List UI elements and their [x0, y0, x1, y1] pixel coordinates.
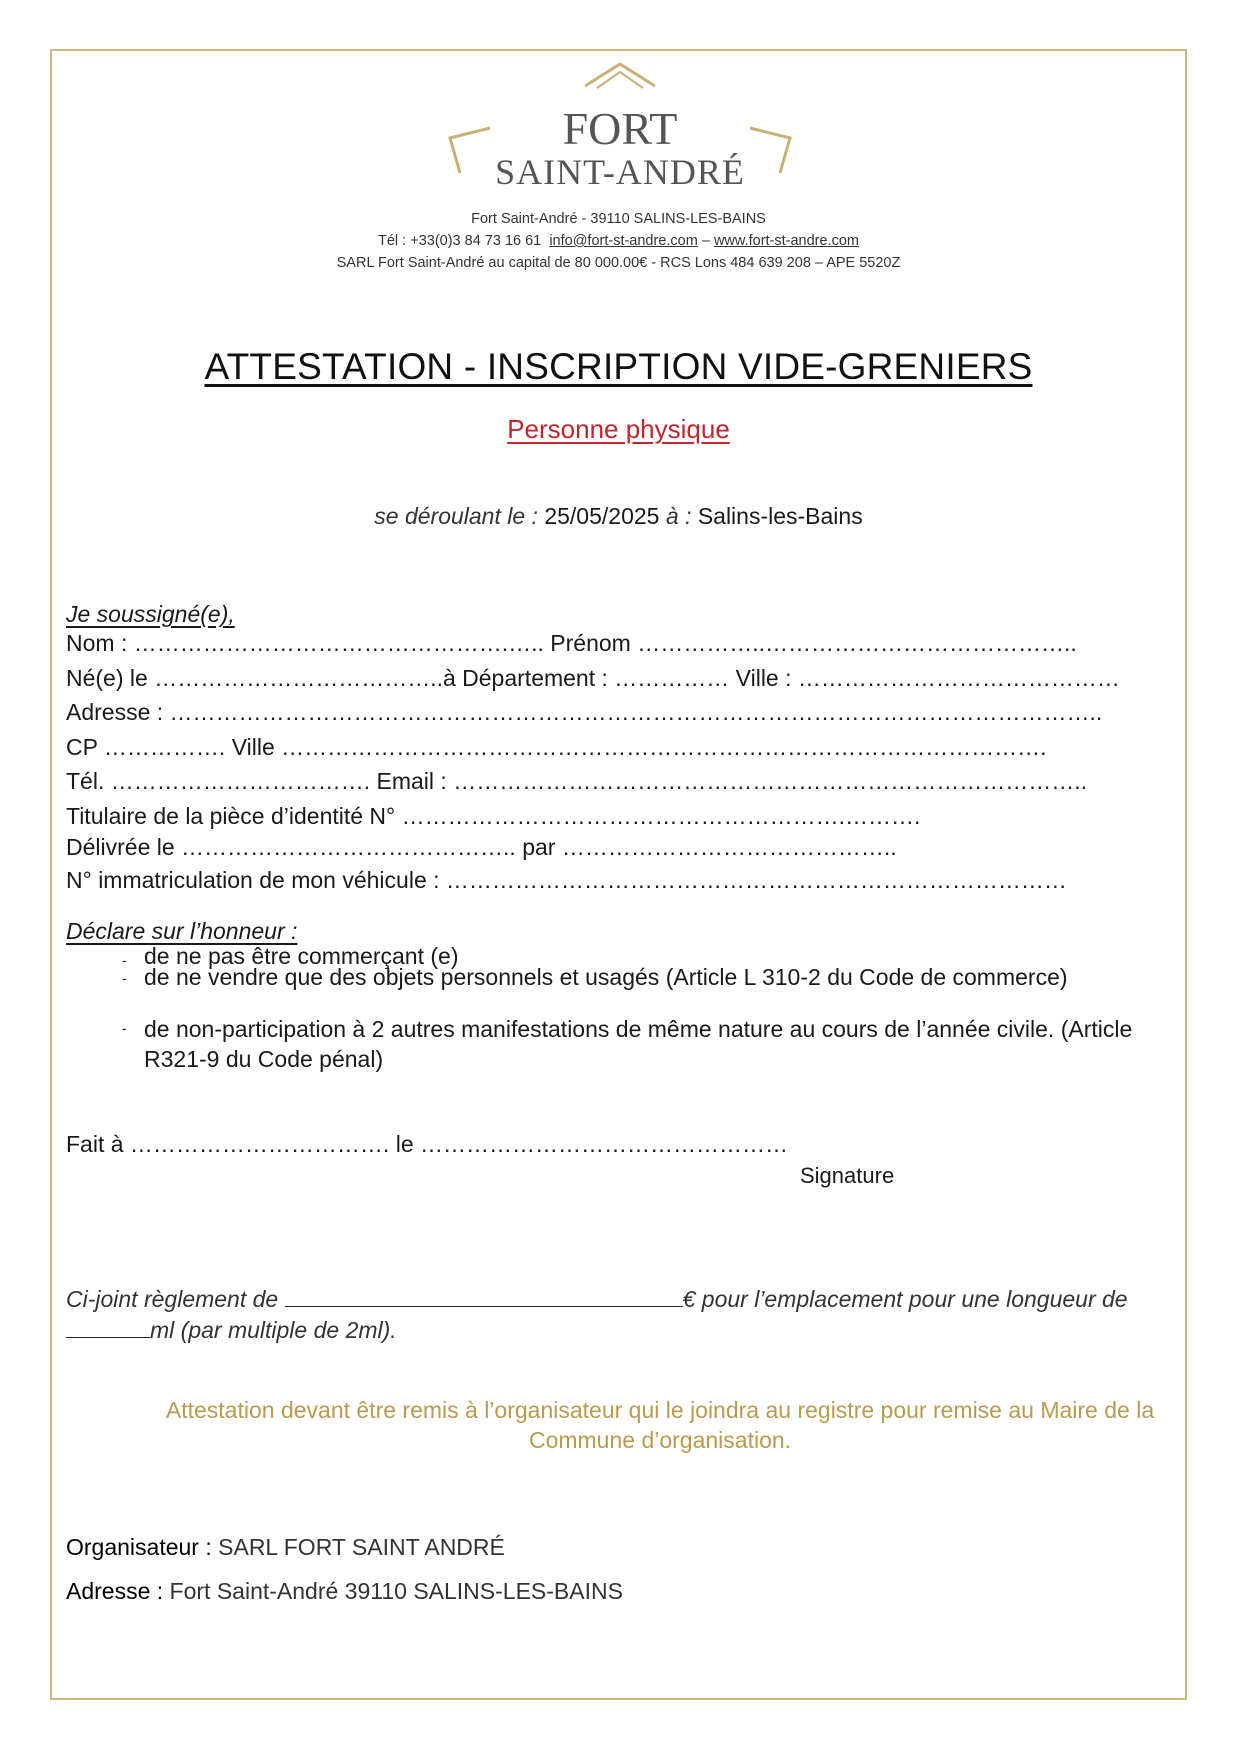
form-line-issued[interactable]: Délivrée le …………………………………….. par ……………………………………..	[66, 834, 897, 860]
header-contact	[50, 230, 1187, 252]
header-separator: –	[701, 233, 710, 249]
page-title: ATTESTATION - INSCRIPTION VIDE-GRENIERS	[204, 346, 1033, 387]
header-address: Fort Saint-André - 39110 SALINS-LES-BAINS	[471, 211, 766, 227]
event-prefix: se déroulant le :	[374, 503, 538, 529]
done-date-label: le	[395, 1131, 414, 1157]
done-date-field[interactable]: …………………………………………	[420, 1131, 788, 1157]
payment-text-3: ml (par multiple de 2ml).	[150, 1317, 397, 1343]
event-line	[50, 503, 1187, 530]
logo-line-1: FORT	[562, 103, 678, 154]
payment-paragraph	[66, 1284, 1146, 1346]
address-label: Adresse :	[66, 1578, 164, 1604]
organizer-value: SARL FORT SAINT ANDRÉ	[218, 1534, 505, 1560]
bullet-marker: -	[122, 970, 127, 986]
payment-text-2: € pour l’emplacement pour une longueur de	[682, 1286, 1128, 1312]
organizer-line	[66, 1534, 505, 1561]
header-phone: Tél : +33(0)3 84 73 16 61	[378, 233, 542, 249]
organizer-label: Organisateur :	[66, 1534, 212, 1560]
bullet-marker: -	[122, 952, 127, 968]
event-date: 25/05/2025	[544, 503, 660, 529]
event-place: Salins-les-Bains	[697, 503, 863, 529]
declaration-item-3: de non-participation à 2 autres manifestations de même nature au cours de l’année civile. (Article R321-9 du Code pénal)	[144, 1016, 1133, 1072]
header-email-link[interactable]: info@fort-st-andre.com	[549, 233, 698, 249]
bullet-marker: -	[122, 1020, 127, 1036]
form-line-name[interactable]: Nom : ………………………………………….….. Prénom ……………..…………………………………..	[66, 630, 1077, 656]
page-subtitle: Personne physique	[507, 414, 730, 444]
form-line-postcode[interactable]: CP ……………. Ville ……………………………………………………………………………………….	[66, 734, 1047, 760]
declaration-heading: Déclare sur l’honneur :	[66, 918, 298, 944]
logo-line-2: SAINT-ANDRÉ	[495, 152, 745, 192]
form-line-id[interactable]: Titulaire de la pièce d’identité N° ………………………………………………….……….	[66, 803, 921, 829]
fort-saint-andre-logo	[440, 58, 800, 198]
event-at: à :	[665, 503, 692, 529]
address-value: Fort Saint-André 39110 SALINS-LES-BAINS	[169, 1578, 623, 1604]
header-website-link[interactable]: www.fort-st-andre.com	[713, 233, 859, 249]
form-line-birth[interactable]: Né(e) le ………………………………..à Département : …………… Ville : ……………………………………	[66, 665, 1120, 691]
payment-text-1: Ci-joint règlement de	[66, 1286, 279, 1312]
address-line	[66, 1578, 623, 1605]
payment-length-field[interactable]	[66, 1337, 150, 1338]
payment-amount-field[interactable]	[285, 1306, 683, 1307]
done-label: Fait à	[66, 1131, 124, 1157]
form-line-contact[interactable]: Tél. ……………………………. Email : ………………………………………………………………………..	[66, 768, 1087, 794]
declaration-item-2: de ne vendre que des objets personnels et usagés (Article L 310-2 du Code de commerce)	[144, 964, 1068, 990]
declaration-item-1: de ne pas être commerçant (e)	[144, 943, 459, 969]
notice-text: Attestation devant être remis à l’organisateur qui le joindra au registre pour remise au Maire de la Commune d’organisation.	[165, 1397, 1155, 1453]
done-place-field[interactable]: …………………………….	[129, 1131, 390, 1157]
form-line-address[interactable]: Adresse : …………………………………………………………………………………………………………..	[66, 699, 1103, 725]
done-at-line[interactable]	[66, 1133, 788, 1156]
header-legal: SARL Fort Saint-André au capital de 80 000.00€ - RCS Lons 484 639 208 – APE 5520Z	[336, 255, 901, 271]
signature-label: Signature	[800, 1163, 895, 1188]
form-line-vehicle[interactable]: N° immatriculation de mon véhicule : ………………………………………………………………………	[66, 867, 1067, 893]
form-heading: Je soussigné(e),	[66, 601, 235, 627]
